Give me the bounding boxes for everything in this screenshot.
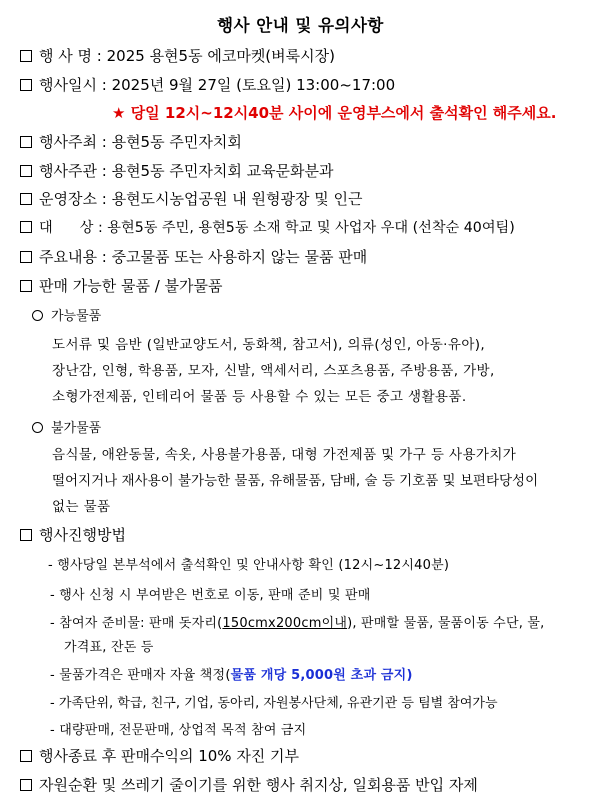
content-label: 주요내용 :: [39, 248, 107, 266]
event-name-row: [20, 45, 335, 66]
mat-size-text: 150cmx200cm이내: [222, 616, 348, 631]
content-value: 중고물품 또는 사용하지 않는 물품 판매: [111, 248, 368, 266]
target-label: 대 상 :: [39, 220, 103, 236]
allowed-items-label-row: [32, 305, 101, 324]
event-date-row: [20, 74, 395, 95]
checkbox-square-icon: [20, 136, 32, 148]
event-date-label: 행사일시 :: [39, 76, 107, 94]
method-heading-row: [20, 524, 126, 545]
method-item-continued: 가격표, 잔돈 등: [64, 640, 154, 655]
prohibited-items-label: 불가물품: [51, 421, 102, 436]
eco-text: 자원순환 및 쓰레기 줄이기를 위한 행사 취지상, 일회용품 반입 자제: [39, 776, 478, 794]
organizer-row: [20, 160, 334, 181]
event-name-label: 행 사 명 :: [39, 47, 102, 65]
checkbox-square-icon: [20, 750, 32, 762]
checkbox-square-icon: [20, 221, 32, 233]
page-title: 행사 안내 및 유의사항: [217, 16, 384, 35]
host-row: [20, 131, 242, 152]
items-heading: 판매 가능한 물품 / 불가물품: [39, 277, 223, 295]
venue-value: 용현도시농업공원 내 원형광장 및 인근: [111, 190, 363, 208]
venue-row: [20, 188, 363, 209]
prohibited-items-line: 떨어지거나 재사용이 불가능한 물품, 유해물품, 담배, 술 등 기호품 및 보편타당성이: [52, 473, 539, 489]
method-item: - 행사당일 본부석에서 출석확인 및 안내사항 확인 (12시~12시40분): [48, 558, 450, 573]
host-value: 용현5동 주민자치회: [111, 133, 242, 151]
checkbox-square-icon: [20, 193, 32, 205]
event-date-value: 2025년 9월 27일 (토요일) 13:00~17:00: [111, 76, 396, 94]
price-limit-text: 물품 개당 5,000원 초과 금지): [230, 668, 413, 683]
allowed-items-line: 소형가전제품, 인테리어 물품 등 사용할 수 있는 모든 중고 생활용품.: [52, 389, 467, 405]
circle-bullet-icon: [32, 422, 43, 433]
prohibited-items-label-row: [32, 417, 101, 436]
method-item: - 가족단위, 학급, 친구, 기업, 동아리, 자원봉사단체, 유관기관 등 팀별 참여가능: [50, 696, 498, 711]
eco-row: [20, 774, 478, 795]
method-heading: 행사진행방법: [39, 526, 126, 544]
attendance-notice-text: 당일 12시~12시40분 사이에 운영부스에서 출석확인 해주세요.: [130, 104, 557, 122]
allowed-items-line: 도서류 및 음반 (일반교양도서, 동화책, 참고서), 의류(성인, 아동·유아),: [52, 337, 486, 353]
method-item-text: - 물품가격은 판매자 자율 책정(: [50, 668, 231, 683]
method-item: - 대량판매, 전문판매, 상업적 목적 참여 금지: [50, 723, 307, 738]
checkbox-square-icon: [20, 79, 32, 91]
organizer-value: 용현5동 주민자치회 교육문화분과: [111, 162, 334, 180]
target-row: [20, 217, 515, 237]
allowed-items-label: 가능물품: [51, 309, 102, 324]
checkbox-square-icon: [20, 529, 32, 541]
items-heading-row: [20, 275, 223, 296]
checkbox-square-icon: [20, 165, 32, 177]
star-icon: ★: [112, 104, 126, 122]
checkbox-square-icon: [20, 251, 32, 263]
target-value: 용현5동 주민, 용현5동 소재 학교 및 사업자 우대 (선착순 40여팀): [107, 220, 515, 236]
circle-bullet-icon: [32, 310, 43, 321]
venue-label: 운영장소 :: [39, 190, 107, 208]
prohibited-items-line: 없는 물품: [52, 499, 111, 515]
allowed-items-line: 장난감, 인형, 학용품, 모자, 신발, 액세서리, 스포츠용품, 주방용품, 가방,: [52, 363, 495, 379]
event-name-value: 2025 용현5동 에코마켓(벼룩시장): [106, 47, 335, 65]
method-item: [50, 664, 413, 683]
attendance-notice: [112, 102, 556, 123]
checkbox-square-icon: [20, 50, 32, 62]
method-item: [50, 612, 544, 631]
organizer-label: 행사주관 :: [39, 162, 107, 180]
host-label: 행사주최 :: [39, 133, 107, 151]
checkbox-square-icon: [20, 280, 32, 292]
content-row: [20, 246, 367, 267]
method-item-text: ), 판매할 물품, 물품이동 수단, 물,: [347, 616, 545, 631]
method-item-text: - 참여자 준비물: 판매 돗자리(: [50, 616, 223, 631]
donation-row: [20, 745, 299, 766]
method-item: - 행사 신청 시 부여받은 번호로 이동, 판매 준비 및 판매: [50, 588, 371, 603]
prohibited-items-line: 음식물, 애완동물, 속옷, 사용불가용품, 대형 가전제품 및 가구 등 사용가치가: [52, 447, 517, 463]
donation-text: 행사종료 후 판매수익의 10% 자진 기부: [39, 747, 300, 765]
checkbox-square-icon: [20, 779, 32, 791]
